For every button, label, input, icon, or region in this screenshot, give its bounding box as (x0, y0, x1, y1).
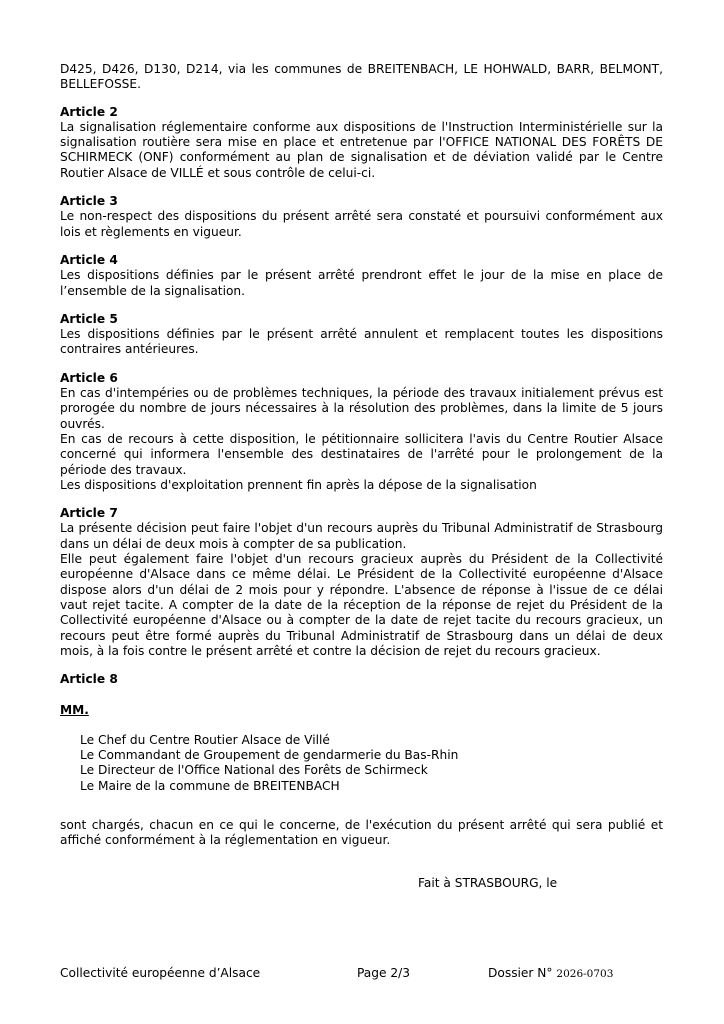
recipient-item: Le Directeur de l'Office National des Forêts de Schirmeck (80, 763, 428, 778)
intro-paragraph: D425, D426, D130, D214, via les communes de BREITENBACH, LE HOHWALD, BARR, BELMONT, BELLEFOSSE. (60, 62, 663, 92)
article-paragraph: Elle peut également faire l'objet d'un recours gracieux auprès du Président de la Collectivité européenne d'Alsace dans ce même délai. Le Président de la Collectivité européenne d'Alsace dispose alors d'un délai de 2 mois pour y répondre. L'absence de réponse à l'issue de ce délai vaut rejet tacite. A compter de la date de la réception de la réponse de rejet du Président de la Collectivité européenne d'Alsace ou à compter de la date de rejet tacite du recours gracieux, un recours peut être formé auprès du Tribunal Administratif de Strasbourg dans un délai de deux mois, à la fois contre le présent arrêté et contre la décision de rejet du recours gracieux. (60, 552, 663, 658)
signature-line: Fait à STRASBOURG, le (418, 876, 558, 890)
recipient-item: Le Chef du Centre Routier Alsace de Villé (80, 732, 330, 747)
recipient-list (80, 733, 663, 794)
article-title: Article 6 (60, 370, 118, 385)
article-title: Article 5 (60, 311, 118, 326)
article-paragraph: Les dispositions d'exploitation prennent fin après la dépose de la signalisation (60, 477, 537, 492)
article-3 (60, 194, 663, 240)
article-paragraph: Les dispositions définies par le présent arrêté annulent et remplacent toutes les dispositions contraires antérieures. (60, 327, 663, 357)
mm-heading: MM. (60, 703, 89, 718)
footer-dossier-number: 2026-0703 (556, 968, 614, 980)
article-8-title: Article 8 (60, 672, 118, 687)
article-2 (60, 105, 663, 181)
article-title: Article 3 (60, 194, 118, 209)
article-title: Article 7 (60, 506, 118, 521)
article-title: Article 2 (60, 104, 118, 119)
footer-dossier (488, 966, 613, 980)
article-paragraph: En cas de recours à cette disposition, le pétitionnaire sollicitera l'avis du Centre Routier Alsace concerné qui informera l'ensemble des destinataires de l'arrêté pour le prolongement de la période des travaux. (60, 431, 663, 477)
recipient-item: Le Commandant de Groupement de gendarmerie du Bas-Rhin (80, 747, 459, 762)
footer-organization: Collectivité européenne d’Alsace (60, 966, 261, 980)
recipient-item: Le Maire de la commune de BREITENBACH (80, 778, 340, 793)
article-paragraph: En cas d'intempéries ou de problèmes techniques, la période des travaux initialement prévus est prorogée du nombre de jours nécessaires à la résolution des problèmes, dans la limite de 5 jours ouvrés. (60, 386, 663, 431)
footer-page-number: Page 2/3 (357, 966, 410, 980)
closing-paragraph: sont chargés, chacun en ce qui le concerne, de l'exécution du présent arrêté qui sera publié et affiché conformément à la réglementation en vigueur. (60, 817, 663, 848)
article-7 (60, 506, 663, 659)
article-6 (60, 371, 663, 493)
article-paragraph: La présente décision peut faire l'objet d'un recours auprès du Tribunal Administratif de Strasbourg dans un délai de deux mois à compter de sa publication. (60, 521, 663, 551)
footer-dossier-label: Dossier N° (488, 966, 553, 980)
article-paragraph: La signalisation réglementaire conforme aux dispositions de l'Instruction Interministérielle sur la signalisation routière sera mise en place et entretenue par l'OFFICE NATIONAL DES FORÊTS DE SCHIRMECK (ONF) conformément au plan de signalisation et de déviation validé par le Centre Routier Alsace de VILLÉ et sous contrôle de celui-ci. (60, 119, 663, 180)
article-paragraph: Le non-respect des dispositions du présent arrêté sera constaté et poursuivi conformément aux lois et règlements en vigueur. (60, 209, 663, 239)
article-5 (60, 312, 663, 358)
article-paragraph: Les dispositions définies par le présent arrêté prendront effet le jour de la mise en place de l’ensemble de la signalisation. (60, 268, 663, 298)
article-4 (60, 253, 663, 299)
article-title: Article 4 (60, 252, 118, 267)
document-body (60, 62, 663, 848)
